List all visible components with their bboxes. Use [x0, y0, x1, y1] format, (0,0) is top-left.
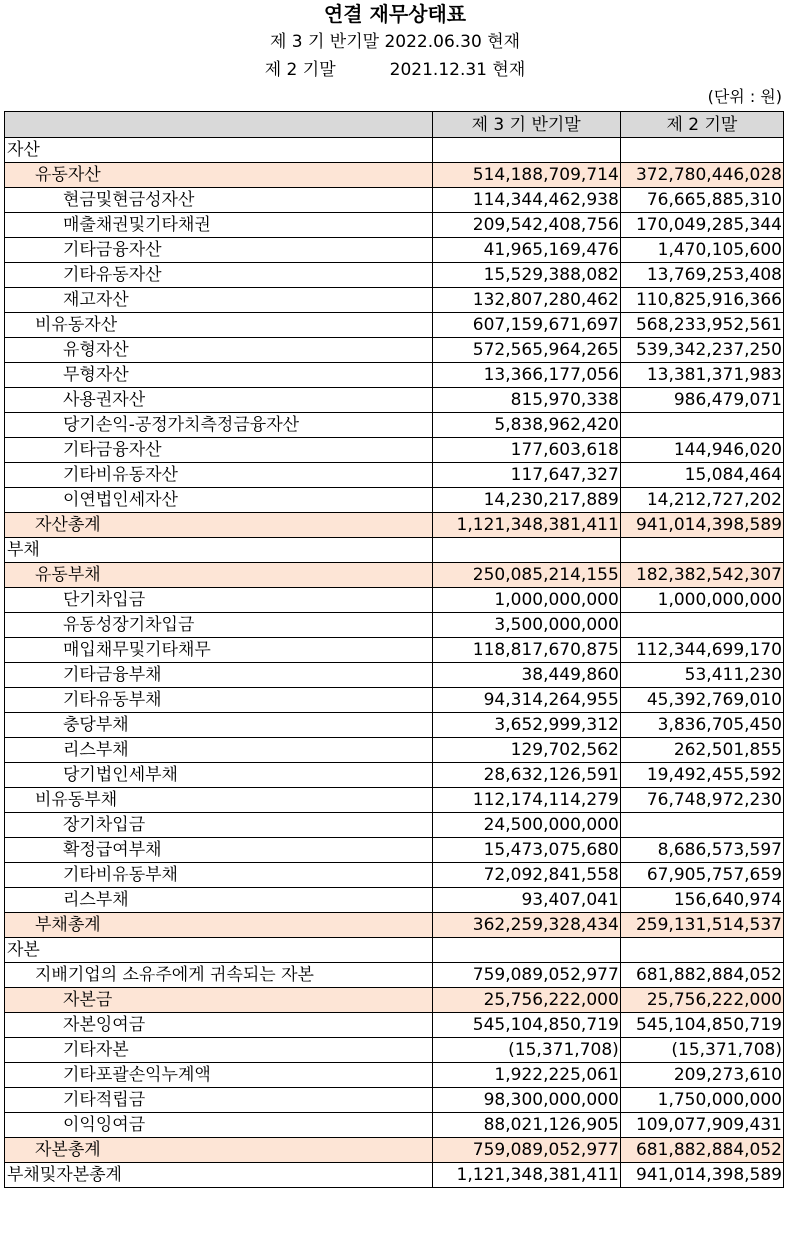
table-row — [5, 188, 784, 213]
current-period-value: 28,632,126,591 — [432, 763, 620, 788]
account-label: 부채총계 — [5, 913, 433, 938]
current-period-value: 5,838,962,420 — [432, 413, 620, 438]
table-row — [5, 238, 784, 263]
current-period-value: 3,652,999,312 — [432, 713, 620, 738]
current-period-value: 572,565,964,265 — [432, 338, 620, 363]
table-row — [5, 488, 784, 513]
account-label: 기타포괄손익누계액 — [5, 1063, 433, 1088]
prior-period-value: 1,750,000,000 — [620, 1088, 783, 1113]
account-label: 당기법인세부채 — [5, 763, 433, 788]
prior-period-value: 76,665,885,310 — [620, 188, 783, 213]
account-label: 재고자산 — [5, 288, 433, 313]
table-row — [5, 988, 784, 1013]
account-label: 기타비유동부채 — [5, 863, 433, 888]
current-period-value: 112,174,114,279 — [432, 788, 620, 813]
table-body — [5, 138, 784, 1188]
prior-period-value: 76,748,972,230 — [620, 788, 783, 813]
prior-period-value: 941,014,398,589 — [620, 1163, 783, 1188]
prior-period-value: 170,049,285,344 — [620, 213, 783, 238]
prior-period-value: 372,780,446,028 — [620, 163, 783, 188]
table-row — [5, 863, 784, 888]
prior-period-value: 941,014,398,589 — [620, 513, 783, 538]
account-label: 기타자본 — [5, 1038, 433, 1063]
current-period-value: 15,473,075,680 — [432, 838, 620, 863]
prior-period-value — [620, 813, 783, 838]
table-row — [5, 838, 784, 863]
account-label: 기타유동부채 — [5, 688, 433, 713]
prior-period-value: 156,640,974 — [620, 888, 783, 913]
table-row — [5, 763, 784, 788]
current-period-value — [432, 138, 620, 163]
prior-period-value — [620, 613, 783, 638]
account-label: 유동부채 — [5, 563, 433, 588]
prior-period-value: 681,882,884,052 — [620, 1138, 783, 1163]
prior-period-value: 1,470,105,600 — [620, 238, 783, 263]
table-row — [5, 963, 784, 988]
current-period-value: 93,407,041 — [432, 888, 620, 913]
current-period-value: 117,647,327 — [432, 463, 620, 488]
current-period-value: 1,922,225,061 — [432, 1063, 620, 1088]
header-current-period: 제 3 기 반기말 — [432, 112, 620, 138]
current-period-value: 24,500,000,000 — [432, 813, 620, 838]
table-row — [5, 363, 784, 388]
current-period-value: 88,021,126,905 — [432, 1113, 620, 1138]
account-label: 부채 — [5, 538, 433, 563]
prior-period-value: 568,233,952,561 — [620, 313, 783, 338]
account-label: 기타유동자산 — [5, 263, 433, 288]
prior-period-value: 545,104,850,719 — [620, 1013, 783, 1038]
table-row — [5, 538, 784, 563]
table-row — [5, 888, 784, 913]
current-period-value: 759,089,052,977 — [432, 963, 620, 988]
prior-period-value: 13,381,371,983 — [620, 363, 783, 388]
current-period-value: 25,756,222,000 — [432, 988, 620, 1013]
table-row — [5, 613, 784, 638]
current-period-value: 38,449,860 — [432, 663, 620, 688]
prior-period-line: 제 2 기말 2021.12.31 현재 — [264, 60, 526, 80]
prior-period-value: 3,836,705,450 — [620, 713, 783, 738]
prior-period-value: (15,371,708) — [620, 1038, 783, 1063]
current-period-value: 114,344,462,938 — [432, 188, 620, 213]
account-label: 자본금 — [5, 988, 433, 1013]
current-period-value: 98,300,000,000 — [432, 1088, 620, 1113]
prior-period-value: 144,946,020 — [620, 438, 783, 463]
account-label: 매입채무및기타채무 — [5, 638, 433, 663]
current-period-line: 제 3 기 반기말 2022.06.30 현재 — [269, 32, 521, 52]
header-prior-period: 제 2 기말 — [620, 112, 783, 138]
current-period-value: 129,702,562 — [432, 738, 620, 763]
prior-period-value — [620, 413, 783, 438]
table-row — [5, 338, 784, 363]
current-period-value: 132,807,280,462 — [432, 288, 620, 313]
current-period-value: 514,188,709,714 — [432, 163, 620, 188]
current-period-value: 118,817,670,875 — [432, 638, 620, 663]
prior-period-value: 681,882,884,052 — [620, 963, 783, 988]
prior-period-value: 67,905,757,659 — [620, 863, 783, 888]
table-row — [5, 913, 784, 938]
table-row — [5, 1113, 784, 1138]
table-row — [5, 588, 784, 613]
table-header-row — [5, 112, 784, 138]
statement-title: 연결 재무상태표 — [323, 2, 467, 26]
table-row — [5, 1088, 784, 1113]
account-label: 자본총계 — [5, 1138, 433, 1163]
table-row — [5, 938, 784, 963]
prior-period-value: 53,411,230 — [620, 663, 783, 688]
current-period-value: (15,371,708) — [432, 1038, 620, 1063]
table-row — [5, 688, 784, 713]
prior-period-value: 262,501,855 — [620, 738, 783, 763]
account-label: 유형자산 — [5, 338, 433, 363]
prior-period-value: 539,342,237,250 — [620, 338, 783, 363]
table-row — [5, 213, 784, 238]
prior-period-value: 45,392,769,010 — [620, 688, 783, 713]
prior-period-value: 209,273,610 — [620, 1063, 783, 1088]
prior-period-value: 19,492,455,592 — [620, 763, 783, 788]
table-row — [5, 513, 784, 538]
current-period-value: 250,085,214,155 — [432, 563, 620, 588]
account-label: 리스부채 — [5, 888, 433, 913]
table-row — [5, 1013, 784, 1038]
table-row — [5, 1138, 784, 1163]
prior-period-value: 110,825,916,366 — [620, 288, 783, 313]
table-row — [5, 313, 784, 338]
table-row — [5, 288, 784, 313]
account-label: 비유동부채 — [5, 788, 433, 813]
table-row — [5, 388, 784, 413]
current-period-value: 94,314,264,955 — [432, 688, 620, 713]
current-period-value: 3,500,000,000 — [432, 613, 620, 638]
account-label: 유동자산 — [5, 163, 433, 188]
account-label: 장기차입금 — [5, 813, 433, 838]
table-row — [5, 463, 784, 488]
table-row — [5, 1163, 784, 1188]
current-period-value: 815,970,338 — [432, 388, 620, 413]
account-label: 무형자산 — [5, 363, 433, 388]
current-period-value: 177,603,618 — [432, 438, 620, 463]
header-account — [5, 112, 433, 138]
account-label: 사용권자산 — [5, 388, 433, 413]
account-label: 유동성장기차입금 — [5, 613, 433, 638]
account-label: 기타비유동자산 — [5, 463, 433, 488]
table-row — [5, 138, 784, 163]
unit-label: (단위 : 원) — [707, 87, 782, 106]
prior-period-value: 14,212,727,202 — [620, 488, 783, 513]
table-row — [5, 1063, 784, 1088]
prior-period-value: 1,000,000,000 — [620, 588, 783, 613]
current-period-value: 14,230,217,889 — [432, 488, 620, 513]
table-row — [5, 563, 784, 588]
table-row — [5, 438, 784, 463]
current-period-value: 209,542,408,756 — [432, 213, 620, 238]
prior-period-value: 13,769,253,408 — [620, 263, 783, 288]
current-period-value — [432, 938, 620, 963]
account-label: 기타금융자산 — [5, 438, 433, 463]
current-period-value: 1,121,348,381,411 — [432, 513, 620, 538]
account-label: 확정급여부채 — [5, 838, 433, 863]
current-period-value: 607,159,671,697 — [432, 313, 620, 338]
current-period-value: 41,965,169,476 — [432, 238, 620, 263]
prior-period-value: 109,077,909,431 — [620, 1113, 783, 1138]
account-label: 현금및현금성자산 — [5, 188, 433, 213]
account-label: 자본잉여금 — [5, 1013, 433, 1038]
account-label: 이익잉여금 — [5, 1113, 433, 1138]
current-period-value: 13,366,177,056 — [432, 363, 620, 388]
prior-period-value — [620, 138, 783, 163]
prior-period-value: 15,084,464 — [620, 463, 783, 488]
account-label: 이연법인세자산 — [5, 488, 433, 513]
table-row — [5, 413, 784, 438]
current-period-value: 362,259,328,434 — [432, 913, 620, 938]
account-label: 지배기업의 소유주에게 귀속되는 자본 — [5, 963, 433, 988]
table-row — [5, 738, 784, 763]
account-label: 자본 — [5, 938, 433, 963]
current-period-value: 1,121,348,381,411 — [432, 1163, 620, 1188]
prior-period-value: 986,479,071 — [620, 388, 783, 413]
account-label: 충당부채 — [5, 713, 433, 738]
table-row — [5, 163, 784, 188]
current-period-value: 545,104,850,719 — [432, 1013, 620, 1038]
account-label: 단기차입금 — [5, 588, 433, 613]
prior-period-value: 182,382,542,307 — [620, 563, 783, 588]
prior-period-value: 259,131,514,537 — [620, 913, 783, 938]
account-label: 기타금융자산 — [5, 238, 433, 263]
current-period-value: 759,089,052,977 — [432, 1138, 620, 1163]
account-label: 당기손익-공정가치측정금융자산 — [5, 413, 433, 438]
current-period-value: 1,000,000,000 — [432, 588, 620, 613]
account-label: 비유동자산 — [5, 313, 433, 338]
account-label: 자산 — [5, 138, 433, 163]
account-label: 기타금융부채 — [5, 663, 433, 688]
account-label: 기타적립금 — [5, 1088, 433, 1113]
prior-period-value: 25,756,222,000 — [620, 988, 783, 1013]
prior-period-value — [620, 938, 783, 963]
current-period-value: 15,529,388,082 — [432, 263, 620, 288]
table-row — [5, 663, 784, 688]
current-period-value — [432, 538, 620, 563]
prior-period-value: 8,686,573,597 — [620, 838, 783, 863]
account-label: 부채및자본총계 — [5, 1163, 433, 1188]
table-row — [5, 788, 784, 813]
balance-sheet-table — [4, 111, 784, 1188]
current-period-value: 72,092,841,558 — [432, 863, 620, 888]
prior-period-value: 112,344,699,170 — [620, 638, 783, 663]
table-row — [5, 813, 784, 838]
account-label: 매출채권및기타채권 — [5, 213, 433, 238]
account-label: 리스부채 — [5, 738, 433, 763]
table-row — [5, 263, 784, 288]
table-row — [5, 713, 784, 738]
account-label: 자산총계 — [5, 513, 433, 538]
prior-period-value — [620, 538, 783, 563]
table-row — [5, 638, 784, 663]
table-row — [5, 1038, 784, 1063]
